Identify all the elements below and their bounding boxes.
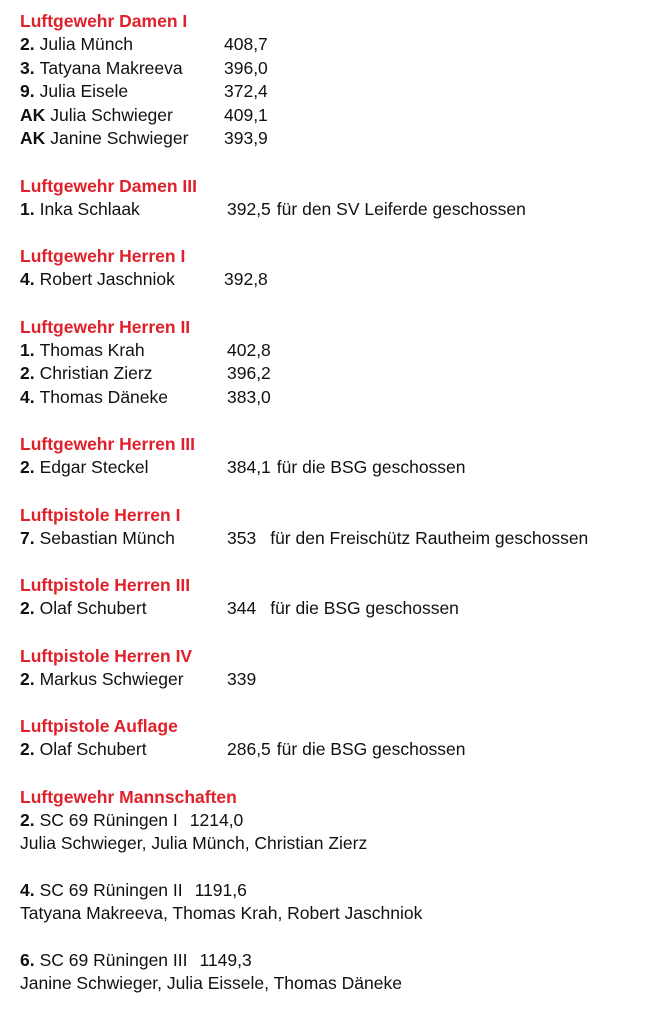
team-entry [20,949,650,996]
team-entry [20,879,650,926]
result-row [20,668,650,692]
section-heading: Luftpistole Herren I [20,504,181,525]
result-rank: 4. [20,386,35,407]
result-name: Olaf Schubert [39,739,147,759]
result-score: 344 [227,598,257,618]
team-score: 1149,3 [199,949,252,970]
team-rank: 2. [20,809,35,830]
result-row [20,80,650,104]
result-rank: 7. [20,527,35,548]
result-name: Julia Münch [39,34,133,54]
result-row [20,339,650,363]
result-row [20,738,650,762]
team-members: Julia Schwieger, Julia Münch, Christian Zierz [20,833,368,853]
section-heading: Luftpistole Herren IV [20,645,193,666]
result-rank: 2. [20,34,35,54]
result-row [20,597,650,621]
section-luftpistole-herren-4 [20,644,650,692]
result-row [20,362,650,386]
team-row [20,879,650,903]
team-rank: 6. [20,949,35,970]
result-name: Thomas Däneke [39,386,169,407]
result-rank: 2. [20,668,35,689]
result-note: für den SV Leiferde geschossen [276,198,526,219]
result-score: 393,9 [224,128,268,148]
team-row [20,949,650,973]
result-row [20,57,650,81]
result-rank: 2. [20,363,35,383]
section-luftgewehr-herren-2 [20,315,650,410]
section-heading: Luftgewehr Herren I [20,246,186,266]
result-name: Tatyana Makreeva [39,57,183,78]
section-heading: Luftpistole Herren III [20,575,191,595]
result-rank: AK [20,104,46,125]
section-heading: Luftgewehr Mannschaften [20,786,237,807]
result-rank: 4. [20,269,35,289]
result-name: Olaf Schubert [39,598,147,618]
result-score: 372,4 [224,81,268,101]
result-note: für die BSG geschossen [270,598,459,618]
result-name: Julia Eisele [39,81,129,101]
team-name: SC 69 Rüningen III [39,949,188,970]
result-row [20,33,650,57]
team-members: Janine Schwieger, Julia Eissele, Thomas Däneke [20,973,402,993]
result-rank: 1. [20,339,35,360]
result-score: 286,5 [227,739,271,759]
result-rank: 1. [20,198,35,219]
result-score: 353 [227,527,257,548]
section-heading: Luftgewehr Herren II [20,316,191,337]
result-name: Edgar Steckel [39,457,149,477]
result-rank: AK [20,128,46,148]
section-luftpistole-herren-1 [20,503,650,551]
result-name: Julia Schwieger [50,104,173,125]
result-name: Markus Schwieger [39,668,184,689]
section-luftgewehr-damen-3 [20,174,650,222]
result-score: 396,2 [227,363,271,383]
result-row [20,268,650,292]
result-name: Thomas Krah [39,339,145,360]
result-rank: 2. [20,739,35,759]
section-heading: Luftpistole Auflage [20,716,178,736]
result-score: 396,0 [224,57,268,78]
result-rank: 3. [20,57,35,78]
result-score: 383,0 [227,386,271,407]
section-heading: Luftgewehr Damen I [20,11,188,31]
result-score: 409,1 [224,104,268,125]
result-score: 392,8 [224,269,268,289]
result-row [20,198,650,222]
section-luftgewehr-damen-1 [20,9,650,151]
result-row [20,104,650,128]
result-name: Christian Zierz [39,363,153,383]
result-row [20,386,650,410]
results-document [20,9,650,1019]
team-entry [20,809,650,856]
team-score: 1214,0 [189,809,244,830]
team-name: SC 69 Rüningen I [39,809,178,830]
section-luftgewehr-herren-3 [20,432,650,480]
result-score: 339 [227,668,257,689]
team-row [20,809,650,833]
section-luftpistole-herren-3 [20,573,650,621]
result-score: 402,8 [227,339,271,360]
section-heading: Luftgewehr Herren III [20,434,196,454]
result-name: Inka Schlaak [39,198,140,219]
section-luftgewehr-mannschaften [20,785,650,996]
result-rank: 2. [20,457,35,477]
result-note: für den Freischütz Rautheim geschossen [270,527,589,548]
result-score: 384,1 [227,457,271,477]
result-row [20,456,650,480]
result-rank: 9. [20,81,35,101]
result-name: Janine Schwieger [50,128,189,148]
result-rank: 2. [20,598,35,618]
result-row [20,527,650,551]
result-name: Robert Jaschniok [39,269,175,289]
result-name: Sebastian Münch [39,527,175,548]
team-members: Tatyana Makreeva, Thomas Krah, Robert Jaschniok [20,903,423,923]
team-score: 1191,6 [194,879,247,900]
section-luftpistole-auflage [20,714,650,762]
result-row [20,127,650,151]
result-note: für die BSG geschossen [276,457,466,477]
result-note: für die BSG geschossen [276,739,466,759]
team-rank: 4. [20,879,35,900]
section-heading: Luftgewehr Damen III [20,175,197,196]
result-score: 392,5 [227,198,271,219]
team-name: SC 69 Rüningen II [39,879,183,900]
section-luftgewehr-herren-1 [20,244,650,292]
result-score: 408,7 [224,34,268,54]
